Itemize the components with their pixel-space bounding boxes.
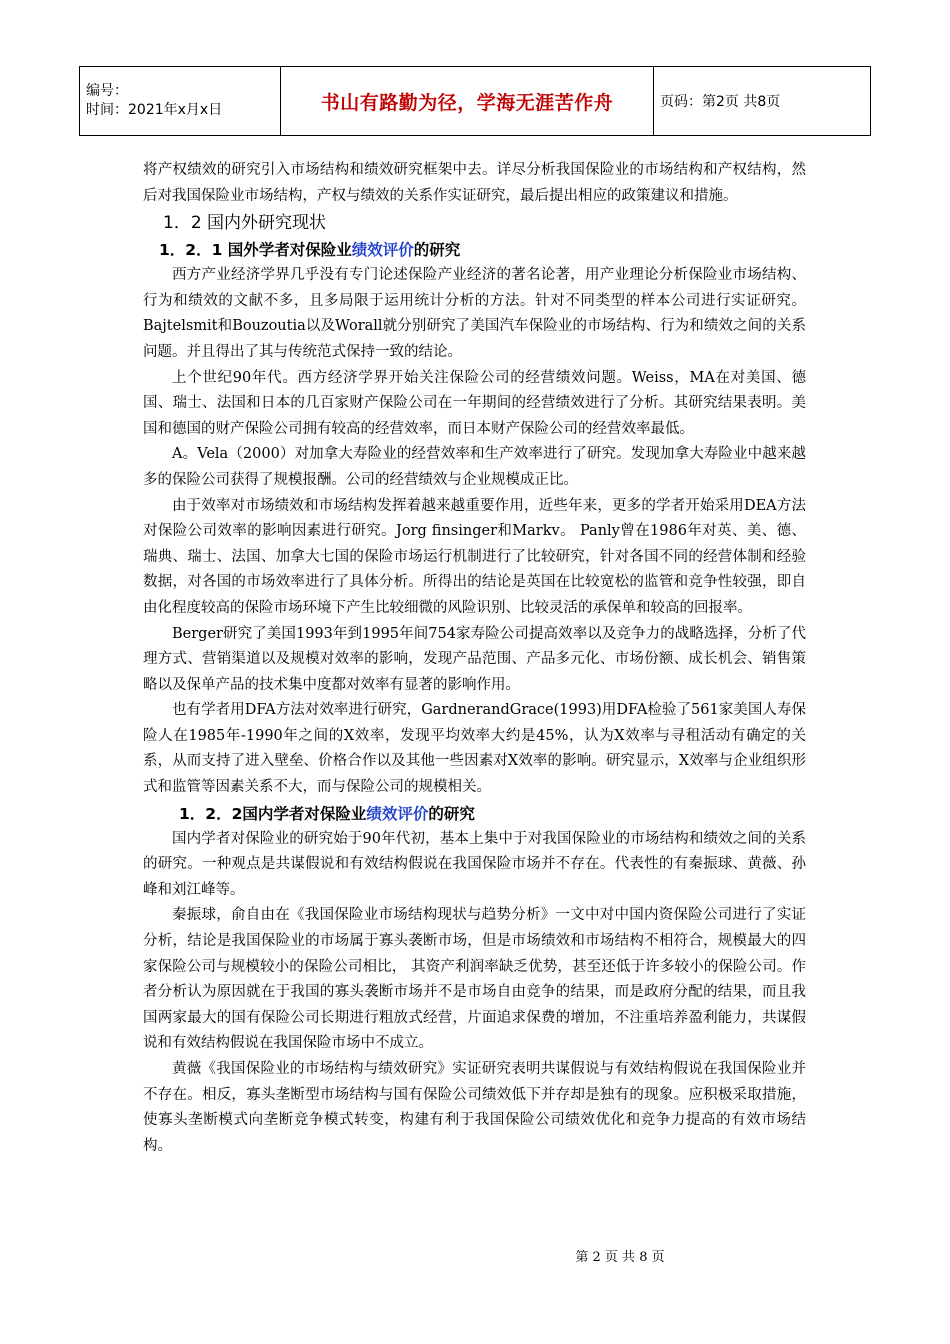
section-heading-1-2: 1．2 国内外研究现状	[163, 213, 327, 234]
heading-text: 的研究	[413, 241, 461, 260]
header-motto: 书山有路勤为径，学海无涯苦作舟	[281, 67, 654, 136]
document-number-label: 编号：	[86, 83, 128, 99]
body-paragraph: 国内学者对保险业的研究始于90年代初，基本上集中于对我国保险业的市场结构和绩效之间的关系的研究。一种观点是共谋假说和有效结构假说在我国保险市场并不存在。代表性的有秦振球、黄薇、孙峰和刘江峰等。	[143, 830, 806, 898]
body-paragraph: Berger研究了美国1993年到1995年间754家寿险公司提高效率以及竞争力的战略选择，分析了代理方式、营销渠道以及规模对效率的影响，发现产品范围、产品多元化、市场份额、成长机会、销售策略以及保单产品的技术集中度都对效率有显著的影响作用。	[143, 625, 806, 693]
page-footer: 第 2 页 共 8 页	[575, 1250, 665, 1265]
keyword-link[interactable]: 绩效评价	[366, 804, 429, 823]
document-body	[143, 158, 806, 1159]
page-header	[79, 66, 871, 136]
body-paragraph: 秦振球，俞自由在《我国保险业市场结构现状与趋势分析》一文中对中国内资保险公司进行了实证分析，结论是我国保险业的市场属于寡头袭断市场，但是市场绩效和市场结构不相符合，规模最大的四家保险公司与规模较小的保险公司相比， 其资产利润率缺乏优势，甚至还低于许多较小的保险公司。作者分析认为原因就在于我国的寡头袭断市场并不是市场自由竞争的结果，而是政府分配的结果，而且我国两家最大的国有保险公司长期进行粗放式经营，片面追求保费的增加，不注重培养盈利能力，共谋假说和有效结构假说在我国保险市场中不成立。	[143, 907, 806, 1052]
body-paragraph: 西方产业经济学界几乎没有专门论述保险产业经济的著名论著，用产业理论分析保险业市场结构、行为和绩效的文献不多，且多局限于运用统计分析的方法。针对不同类型的样本公司进行实证研究。Bajtelsmit和Bouzoutia以及Worall就分别研究了美国汽车保险业的市场结构、行为和绩效之间的关系问题。并且得出了其与传统范式保持一致的结论。	[143, 267, 806, 360]
keyword-link[interactable]: 绩效评价	[351, 241, 414, 260]
heading-text: 1．2．2国内学者对保险业	[179, 804, 367, 823]
heading-text: 的研究	[428, 804, 475, 823]
document-date-label: 时间：2021年x月x日	[86, 102, 223, 118]
body-paragraph: 也有学者用DFA方法对效率进行研究，GardnerandGrace(1993)用DFA检验了561家美国人寿保险人在1985年-1990年之间的X效率，发现平均效率大约是45%，认为X效率与寻租活动有确定的关系，从而支持了进入壁垒、价格合作以及其他一些因素对X效率的影响。研究显示，X效率与企业组织形式和监管等因素关系不大，而与保险公司的规模相关。	[143, 702, 806, 796]
body-paragraph: 由于效率对市场绩效和市场结构发挥着越来越重要作用，近些年来，更多的学者开始采用DEA方法对保险公司效率的影响因素进行研究。Jorg finsinger和Markv。 Panly曾在1986年对英、美、德、瑞典、瑞士、法国、加拿大七国的保险市场运行机制进行了比较研究，针对各国不同的经营体制和经验数据，对各国的市场效率进行了具体分析。所得出的结论是英国在比较宽松的监管和竞争性较强，即自由化程度较高的保险市场环境下产生比较细微的风险识别、比较灵活的承保单和较高的回报率。	[143, 497, 806, 616]
section-heading-1-2-2	[143, 801, 806, 827]
body-paragraph: 黄薇《我国保险业的市场结构与绩效研究》实证研究表明共谋假说与有效结构假说在我国保险业并不存在。相反，寡头垄断型市场结构与国有保险公司绩效低下并存却是独有的现象。应积极采取措施，使寡头垄断模式向垄断竞争模式转变，构建有利于我国保险公司绩效优化和竞争力提高的有效市场结构。	[143, 1061, 806, 1154]
intro-paragraph: 将产权绩效的研究引入市场结构和绩效研究框架中去。详尽分析我国保险业的市场结构和产权结构，然后对我国保险业市场结构，产权与绩效的关系作实证研究，最后提出相应的政策建议和措施。	[143, 162, 806, 204]
section-heading-1-2-1	[143, 237, 806, 263]
header-meta	[80, 67, 281, 136]
body-paragraph: 上个世纪90年代。西方经济学界开始关注保险公司的经营绩效问题。Weiss，MA在对美国、德国、瑞士、法国和日本的几百家财产保险公司在一年期间的经营绩效进行了分析。其研究结果表明。美国和德国的财产保险公司拥有较高的经营效率，而日本财产保险公司的经营效率最低。	[143, 369, 806, 437]
header-page-number: 页码：第2页 共8页	[654, 67, 871, 136]
heading-text: 1．2．1 国外学者对保险业	[159, 241, 352, 260]
body-paragraph: A。Vela（2000）对加拿大寿险业的经营效率和生产效率进行了研究。发现加拿大寿险业中越来越多的保险公司获得了规模报酬。公司的经营绩效与企业规模成正比。	[143, 446, 806, 488]
